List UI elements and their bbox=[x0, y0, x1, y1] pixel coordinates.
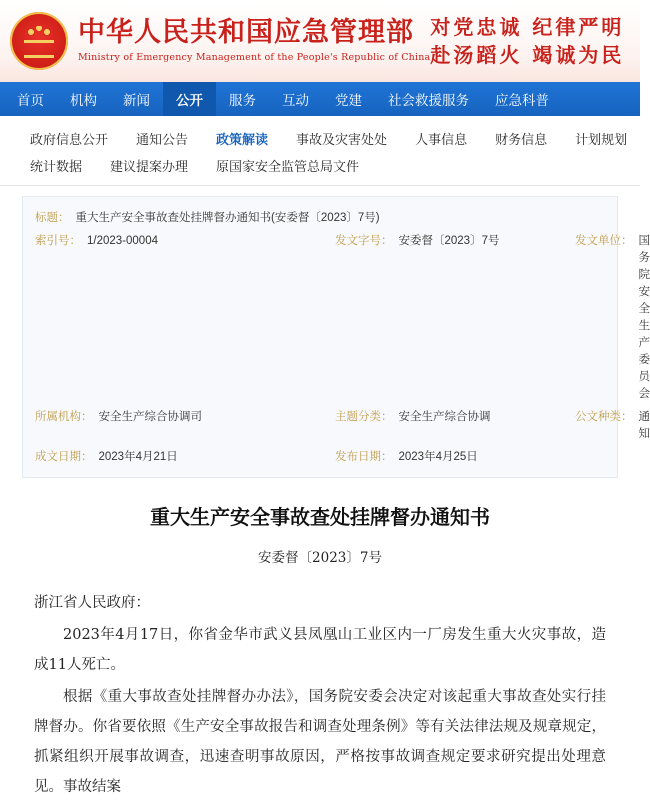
nav-item-social-rescue[interactable]: 社会救援服务 bbox=[375, 82, 482, 116]
nav-item-interaction[interactable]: 互动 bbox=[269, 82, 322, 116]
site-slogan bbox=[430, 13, 624, 69]
meta-label: 索引号： bbox=[35, 233, 81, 250]
meta-field-index-number bbox=[35, 233, 335, 250]
secondary-nav-row-2 bbox=[30, 152, 610, 179]
nav-item-organization[interactable]: 机构 bbox=[57, 82, 110, 116]
meta-field-subject-category bbox=[335, 409, 575, 426]
secondary-nav bbox=[0, 116, 640, 186]
subnav-item-financial-info[interactable]: 财务信息 bbox=[495, 129, 547, 148]
meta-row bbox=[35, 230, 605, 406]
meta-field-publish-date bbox=[335, 449, 575, 466]
meta-value: 2023年4月25日 bbox=[399, 449, 478, 466]
subnav-item-accident-disaster[interactable]: 事故及灾害处处 bbox=[296, 129, 387, 148]
meta-label: 成文日期： bbox=[35, 449, 93, 466]
nav-item-news[interactable]: 新闻 bbox=[110, 82, 163, 116]
subnav-item-proposals[interactable]: 建议提案办理 bbox=[110, 156, 188, 175]
subnav-item-former-saws-docs[interactable]: 原国家安全监管总局文件 bbox=[216, 156, 359, 175]
meta-label: 发文单位： bbox=[575, 233, 633, 250]
subnav-item-government-info[interactable]: 政府信息公开 bbox=[30, 129, 108, 148]
meta-value: 安全生产综合协调 bbox=[399, 409, 491, 426]
nav-item-services[interactable]: 服务 bbox=[216, 82, 269, 116]
meta-label: 发布日期： bbox=[335, 449, 393, 466]
meta-label: 公文种类： bbox=[575, 409, 633, 426]
meta-value: 安委督〔2023〕7号 bbox=[399, 233, 500, 250]
subnav-item-policy-interpretation[interactable]: 政策解读 bbox=[216, 129, 268, 148]
site-title-cn: 中华人民共和国应急管理部 bbox=[78, 16, 430, 50]
nav-item-party-building[interactable]: 党建 bbox=[322, 82, 375, 116]
meta-row bbox=[35, 207, 605, 230]
meta-value: 国务院安全生产委员会 bbox=[639, 233, 650, 403]
site-header bbox=[0, 0, 640, 82]
meta-row bbox=[35, 406, 605, 446]
meta-field-document-number bbox=[335, 233, 575, 250]
page-title: 重大生产安全事故查处挂牌督办通知书 bbox=[34, 502, 606, 532]
article-body bbox=[34, 588, 606, 802]
meta-value: 2023年4月21日 bbox=[99, 449, 178, 466]
meta-field-issuing-unit bbox=[575, 233, 650, 403]
subnav-item-personnel-info[interactable]: 人事信息 bbox=[415, 129, 467, 148]
meta-field-title bbox=[35, 210, 605, 227]
meta-row bbox=[35, 446, 605, 469]
meta-label: 所属机构： bbox=[35, 409, 93, 426]
slogan-line-2: 赴汤蹈火 竭诚为民 bbox=[430, 41, 624, 69]
meta-value: 重大生产安全事故查处挂牌督办通知书(安委督〔2023〕7号) bbox=[76, 210, 380, 227]
meta-label: 标题： bbox=[35, 210, 70, 227]
primary-nav bbox=[0, 82, 640, 116]
meta-label: 主题分类： bbox=[335, 409, 393, 426]
subnav-item-statistics[interactable]: 统计数据 bbox=[30, 156, 82, 175]
article-container bbox=[0, 478, 640, 802]
article-paragraph: 根据《重大事故查处挂牌督办办法》，国务院安委会决定对该起重大事故查处实行挂牌督办。你省要依照《生产安全事故报告和调查处理条例》等有关法律法规及规章规定，抓紧组织开展事故调查，迅速查明事故原因，严格按事故调查规定要求研究提出处理意见。事故结案 bbox=[34, 682, 606, 802]
meta-label: 发文字号： bbox=[335, 233, 393, 250]
site-title-block bbox=[78, 16, 430, 66]
document-number: 安委督〔2023〕7号 bbox=[34, 546, 606, 566]
document-meta-panel bbox=[22, 196, 618, 478]
meta-value: 1/2023-00004 bbox=[87, 233, 158, 250]
nav-item-home[interactable]: 首页 bbox=[4, 82, 57, 116]
meta-value: 安全生产综合协调司 bbox=[99, 409, 203, 426]
article-paragraph: 2023年4月17日，你省金华市武义县凤凰山工业区内一厂房发生重大火灾事故，造成11人死亡。 bbox=[34, 620, 606, 680]
meta-value: 通知 bbox=[639, 409, 650, 443]
site-title-en: Ministry of Emergency Management of the People's Republic of China bbox=[78, 50, 430, 66]
slogan-line-1: 对党忠诚 纪律严明 bbox=[430, 13, 624, 41]
meta-field-document-type bbox=[575, 409, 650, 443]
meta-field-department bbox=[35, 409, 335, 426]
nav-item-emergency-science[interactable]: 应急科普 bbox=[482, 82, 562, 116]
subnav-item-announcements[interactable]: 通知公告 bbox=[136, 129, 188, 148]
subnav-item-plans[interactable]: 计划规划 bbox=[575, 129, 627, 148]
nav-item-disclosure[interactable]: 公开 bbox=[163, 82, 216, 116]
meta-field-completion-date bbox=[35, 449, 335, 466]
article-paragraph: 浙江省人民政府： bbox=[34, 588, 606, 618]
secondary-nav-row-1 bbox=[30, 125, 610, 152]
national-emblem-icon bbox=[10, 12, 68, 70]
